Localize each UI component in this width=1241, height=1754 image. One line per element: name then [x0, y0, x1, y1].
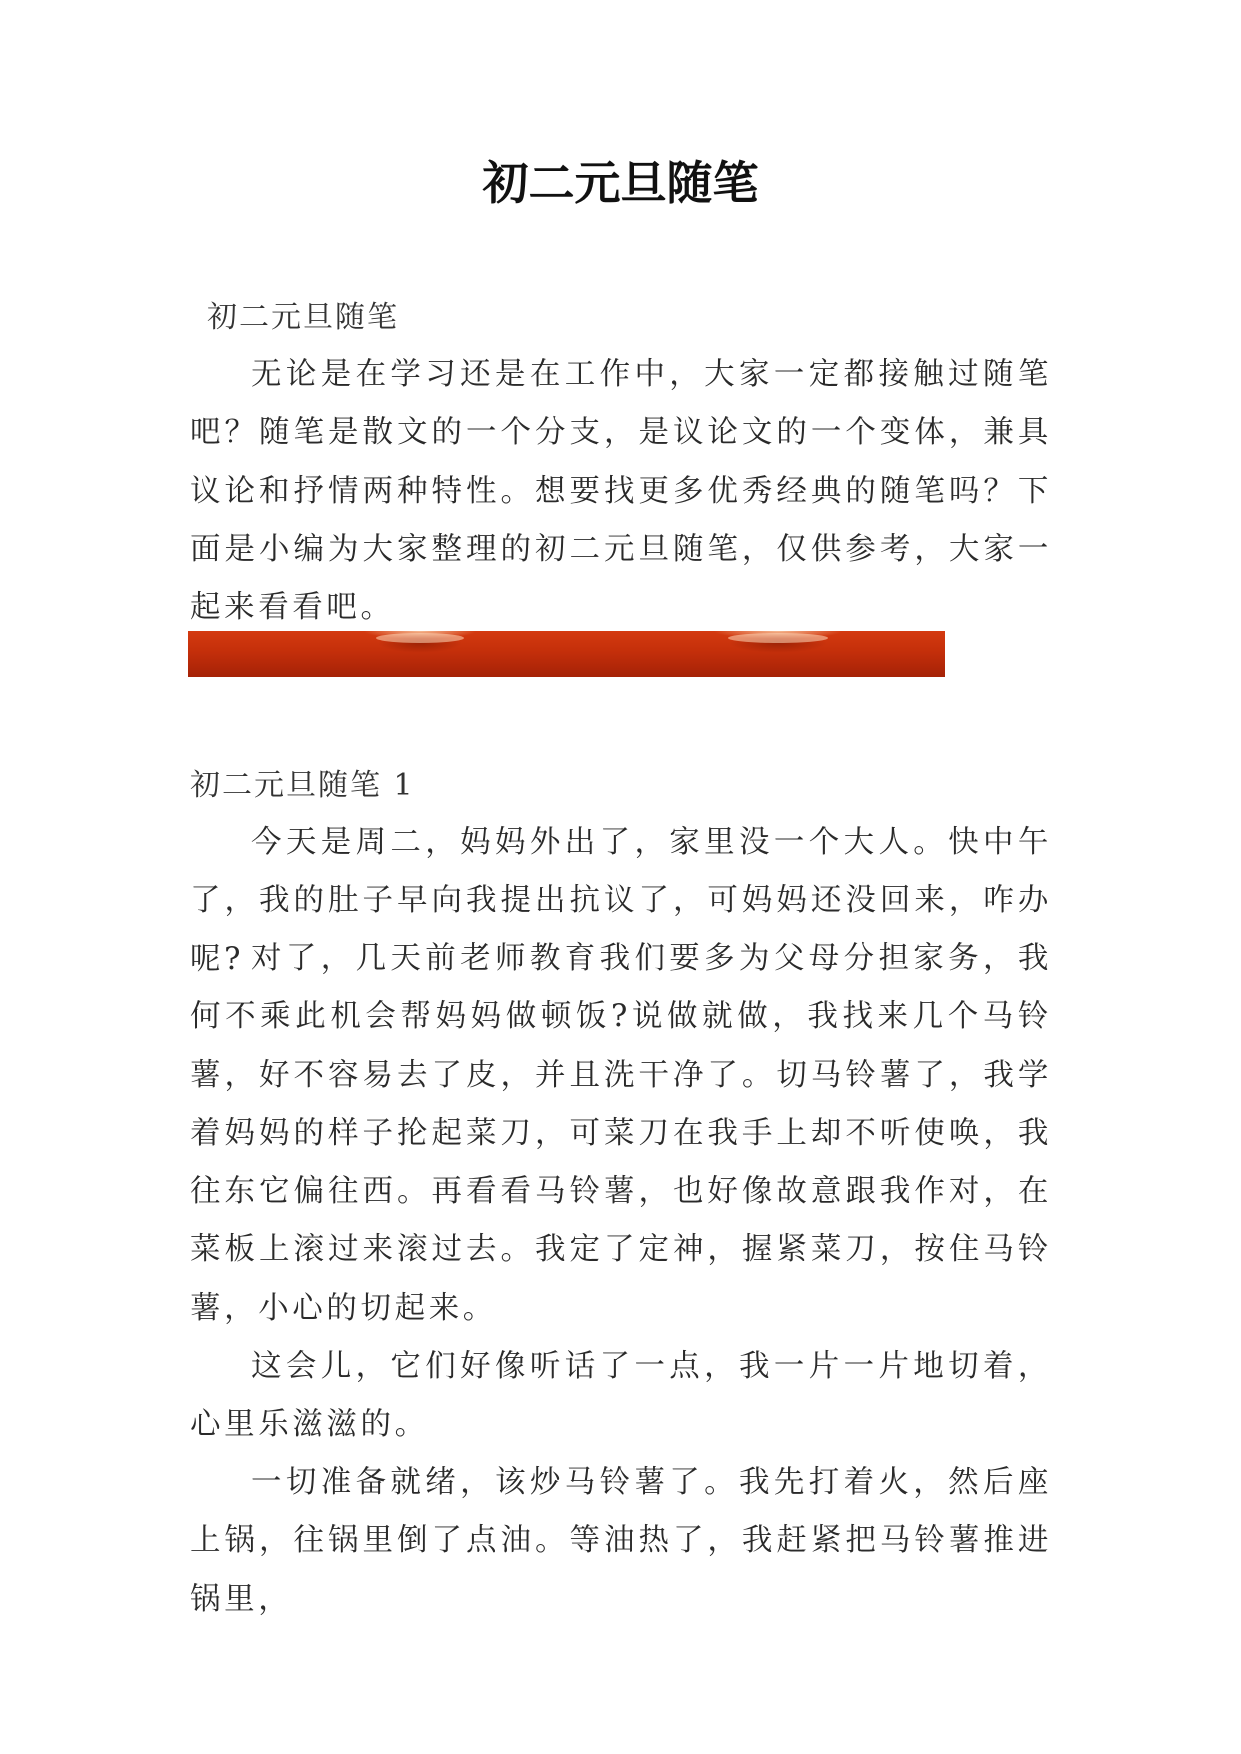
intro-paragraph: 无论是在学习还是在工作中，大家一定都接触过随笔吧？随笔是散文的一个分支，是议论文的一个变体，兼具议论和抒情两种特性。想要找更多优秀经典的随笔吗？下面是小编为大家整理的初二元旦随笔，仅供参考，大家一起来看看吧。: [190, 357, 1052, 626]
body-paragraph: 今天是周二，妈妈外出了，家里没一个大人。快中午了，我的肚子早向我提出抗议了，可妈妈还没回来，咋办呢?: [190, 825, 1052, 977]
banner-highlight-left: [376, 633, 464, 643]
document-subtitle: 初二元旦随笔: [207, 300, 399, 335]
banner-highlight-right: [728, 633, 828, 643]
body-paragraph: 对了，几天前老师教育我们要多为父母分担家务，我何不乘此机会帮妈妈做顿饭?说做就做，我找来几个马铃薯，好不容易去了皮，并且洗干净了。切马铃薯了，我学着妈妈的样子抡起菜刀，可菜刀在我手上却不听使唤，我往东它偏往西。再看看马铃薯，也好像故意跟我作对，在菜板上滚过来滚过去。我定了定神，握紧菜刀，按住马铃薯，小心的切起来。: [190, 941, 1052, 1326]
body-paragraph: 这会儿，它们好像听话了一点，我一片一片地切着，心里乐滋滋的。: [190, 1349, 1052, 1443]
document-title: 初二元旦随笔: [482, 156, 759, 210]
section-heading: 初二元旦随笔 1: [190, 768, 415, 803]
body-paragraph: 一切准备就绪，该炒马铃薯了。我先打着火，然后座上锅，往锅里倒了点油。等油热了，我赶紧把马铃薯推进锅里，: [190, 1465, 1052, 1617]
banner-image: [188, 631, 945, 677]
